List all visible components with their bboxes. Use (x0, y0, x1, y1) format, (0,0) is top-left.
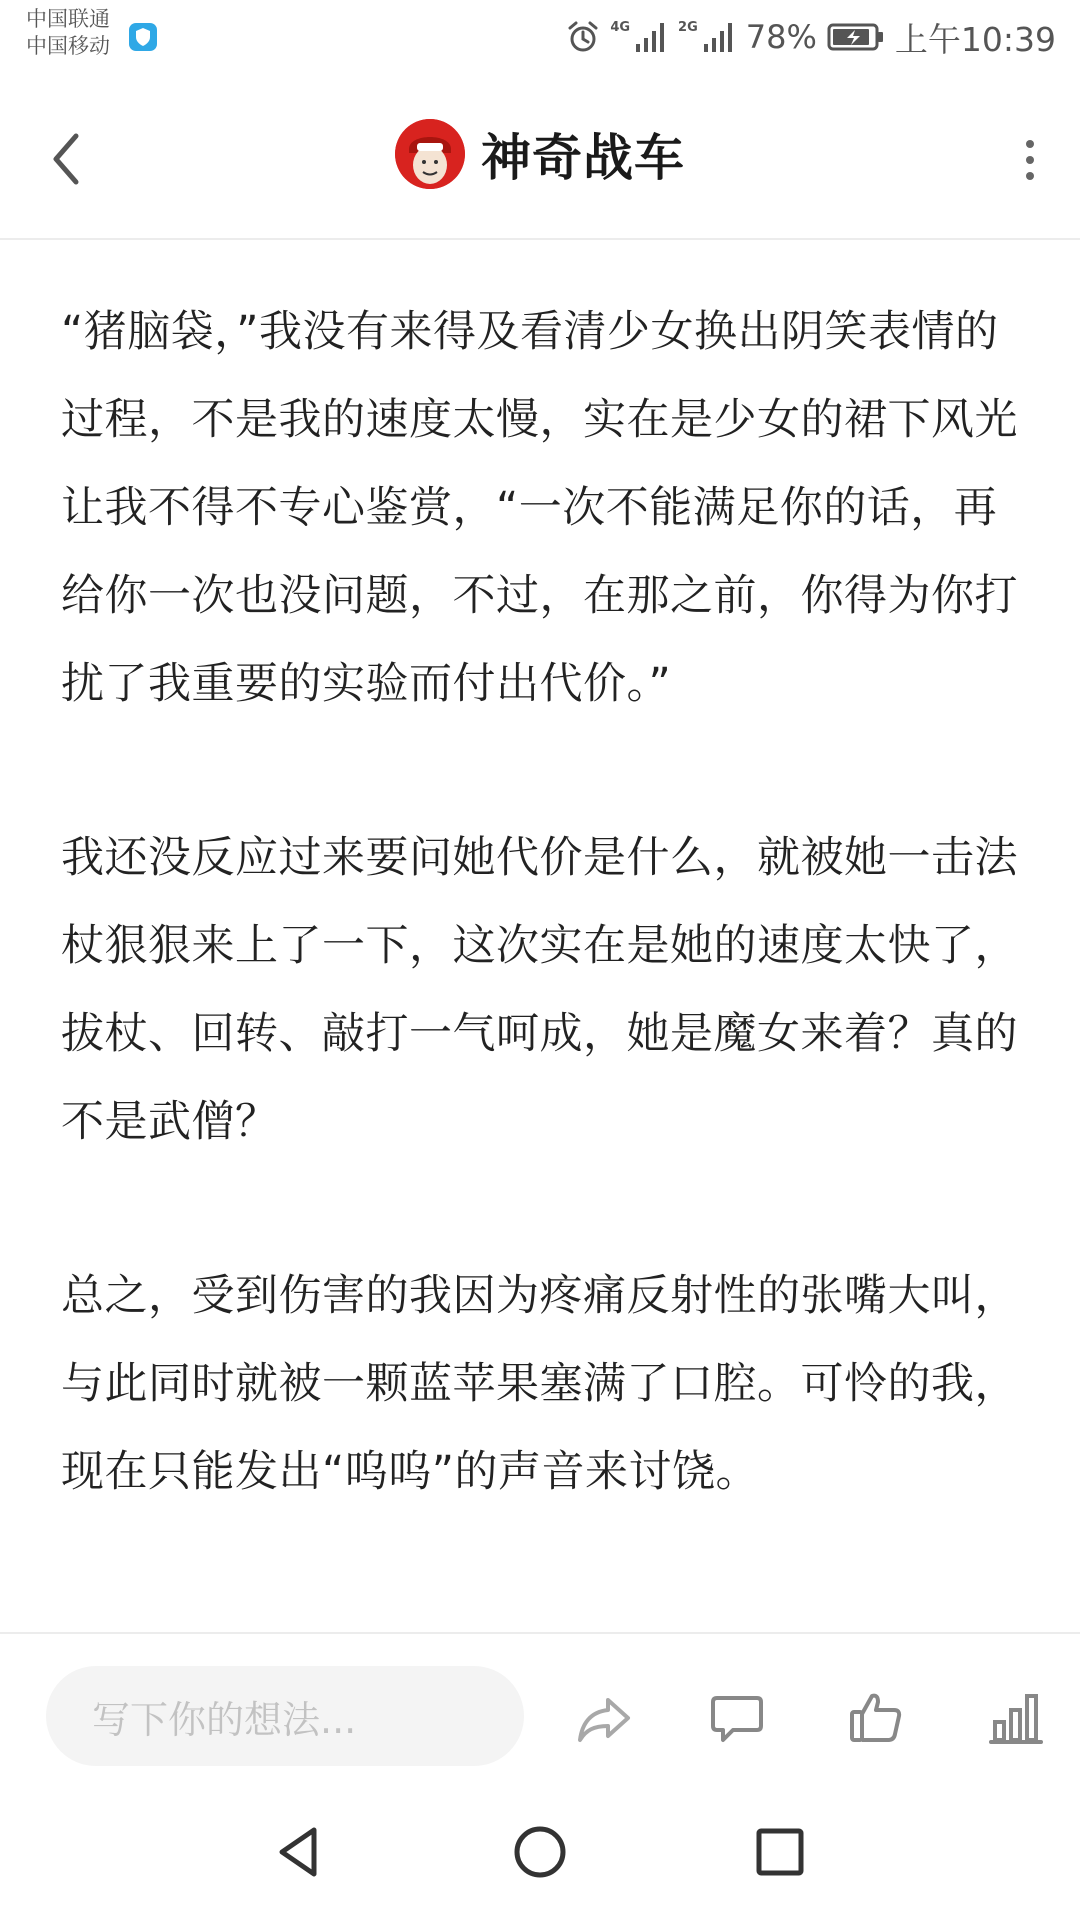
shield-icon (128, 22, 158, 52)
like-button[interactable] (846, 1688, 906, 1748)
nav-recents-button[interactable] (750, 1822, 810, 1882)
article-body (61, 288, 1021, 1602)
carrier-1: 中国联通 (26, 7, 110, 31)
comment-icon (707, 1688, 767, 1748)
carrier-info (26, 6, 110, 60)
header-title-group (0, 118, 1080, 190)
share-button[interactable] (574, 1688, 634, 1748)
carrier-2: 中国移动 (26, 34, 110, 58)
stats-icon (985, 1688, 1045, 1748)
article-paragraph: “猪脑袋，”我没有来得及看清少女换出阴笑表情的过程，不是我的速度太慢，实在是少女的裙下风光让我不得不专心鉴赏，“一次不能满足你的话，再给你一次也没问题，不过，在那之前，你得为你打扰了我重要的实验而付出代价。” (61, 307, 1018, 709)
battery-percent: 78% (745, 18, 817, 56)
more-vertical-icon (1018, 130, 1042, 190)
nav-home-icon (510, 1822, 570, 1882)
signal-icon (634, 20, 668, 54)
network-type-1: 4G (610, 19, 631, 35)
article-paragraph: 我还没反应过来要问她代价是什么，就被她一击法杖狠狠来上了一下，这次实在是她的速度太快了，拔杖、回转、敲打一气呵成，她是魔女来着？真的不是武僧？ (61, 833, 1018, 1147)
bottom-action-bar (0, 1632, 1080, 1784)
battery-charging-icon (827, 22, 885, 52)
page-title: 神奇战车 (481, 129, 685, 187)
nav-back-button[interactable] (270, 1822, 330, 1882)
more-options-button[interactable] (1018, 130, 1042, 190)
nav-home-button[interactable] (510, 1822, 570, 1882)
nav-back-icon (270, 1822, 330, 1882)
share-icon (574, 1688, 634, 1748)
signal-icon (702, 20, 736, 54)
comment-input[interactable] (46, 1666, 524, 1766)
avatar[interactable] (395, 119, 465, 189)
status-bar (0, 0, 1080, 80)
network-type-2: 2G (678, 19, 698, 35)
alarm-icon (566, 20, 600, 54)
nav-recents-icon (750, 1822, 810, 1882)
like-icon (846, 1688, 906, 1748)
system-navigation-bar (0, 1782, 1080, 1920)
article-paragraph: 总之，受到伤害的我因为疼痛反射性的张嘴大叫，与此同时就被一颗蓝苹果塞满了口腔。可怜的我，现在只能发出“呜呜”的声音来讨饶。 (61, 1271, 1018, 1497)
clock: 上午10:39 (894, 19, 1056, 59)
app-header (0, 80, 1080, 240)
comment-button[interactable] (707, 1688, 767, 1748)
stats-button[interactable] (985, 1688, 1045, 1748)
status-indicators (566, 14, 1056, 60)
comment-placeholder: 写下你的想法... (92, 1697, 357, 1742)
